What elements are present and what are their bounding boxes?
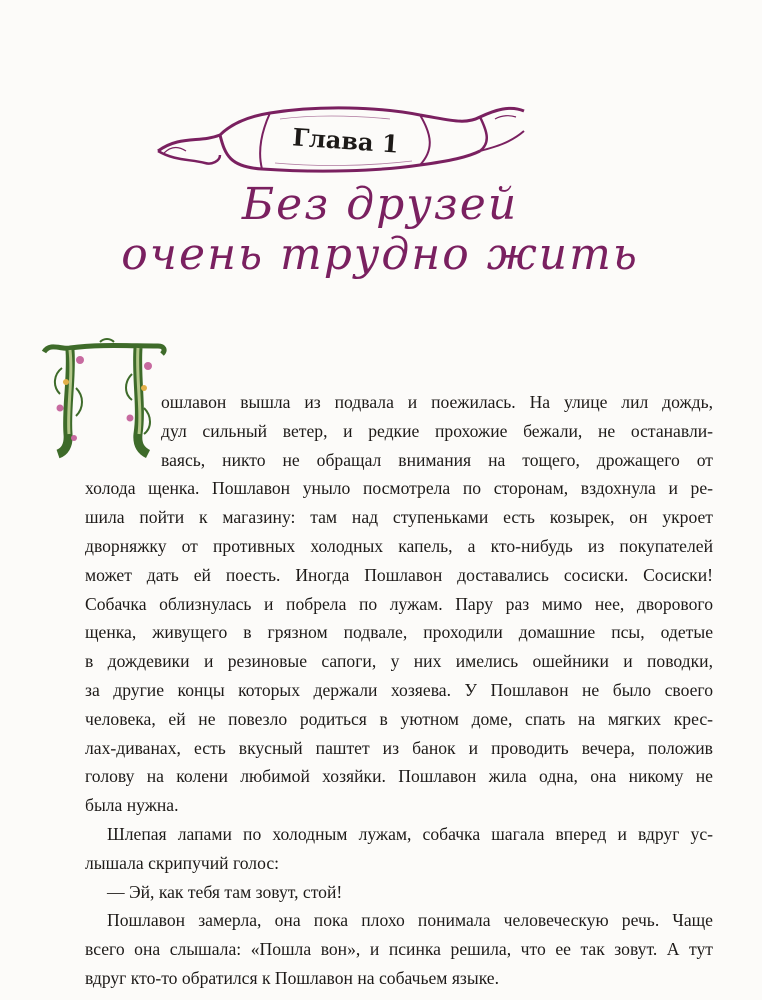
text-line: может дать ей поесть. Иногда Пошлавон доставались сосиски. Сосиски! [85,564,713,585]
text-line: дул сильный ветер, и редкие прохожие бежали, не останавли- [161,420,713,441]
ribbon-scroll-icon [150,95,530,190]
chapter-label: Глава 1 [291,122,400,159]
chapter-title [120,180,640,280]
chapter-banner [150,95,530,190]
text-line: Собачка облизнулась и побрела по лужам. Пару раз мимо нее, дворового [85,593,713,614]
chapter-title-line-1: Без друзей [241,179,519,230]
text-line: лах-диванах, есть вкусный паштет из банок и проводить вечера, положив [85,737,713,758]
text-line: ошлавон вышла из подвала и поежилась. На улице лил дождь, [161,392,713,412]
text-line: щенка, живущего в грязном подвале, проходили домашние псы, одетые [85,622,713,643]
text-line: в дождевики и резиновые сапоги, у них имелись ошейники и поводки, [85,651,713,672]
text-line: была нужна. [85,795,179,816]
text-line: человека, ей не повезло родиться в уютном доме, спать на мягких крес- [85,708,713,729]
text-line: Шлепая лапами по холодным лужам, собачка шагала вперед и вдруг ус- [107,823,713,844]
text-line: дворняжку от противных холодных капель, а кто-нибудь из покупателей [85,535,713,556]
text-line: холода щенка. Пошлавон уныло посмотрела по сторонам, вздохнула и ре- [85,478,713,499]
text-line: вдруг кто-то обратился к Пошлавон на собачьем языке. [85,967,500,988]
dialogue-line: — Эй, как тебя там зовут, стой! [107,881,343,902]
text-line: ваясь, никто не обращал внимания на тощего, дрожащего от [161,449,713,470]
text-line: за другие концы которых держали хозяева. У Пошлавон не было своего [85,679,713,700]
chapter-title-line-2: очень трудно жить [121,229,639,280]
drop-cap-letter: П [40,338,41,339]
text-line: лышала скрипучий голос: [85,852,280,873]
text-line: всего она слышала: «Пошла вон», и псинка решила, что ее так зовут. А тут [85,939,713,960]
story-text [85,388,713,993]
text-line: Пошлавон замерла, она пока плохо понимала человеческую речь. Чаще [107,910,713,931]
text-line: шила пойти к магазину: там над ступеньками есть козырек, он укроет [85,507,713,528]
text-line: голову на колени любимой хозяйки. Пошлавон жила одна, она никому не [85,766,713,787]
